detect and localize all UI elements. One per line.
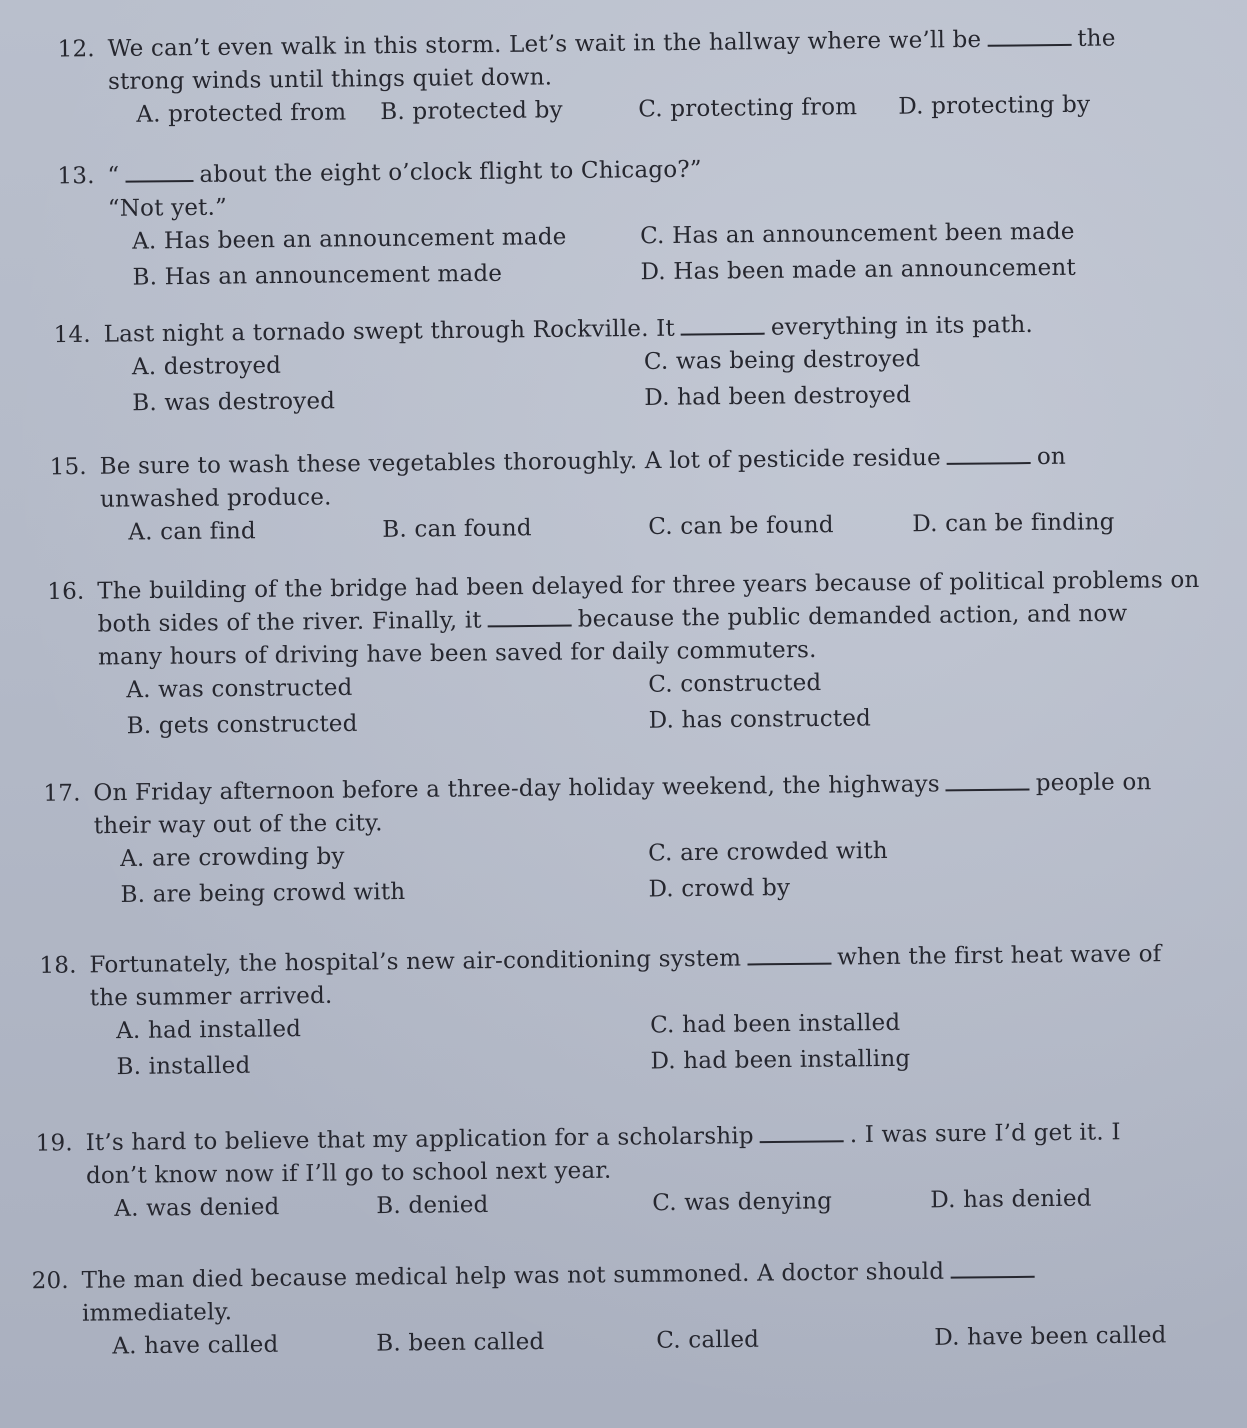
answer-blank xyxy=(747,945,831,966)
option-c: C. had been installed xyxy=(649,1009,901,1039)
option-d: D. crowd by xyxy=(648,874,791,903)
option-d: D. has denied xyxy=(930,1185,1092,1214)
option-c: C. are crowded with xyxy=(647,837,888,867)
question-stem-end: the xyxy=(1077,25,1116,52)
option-d: D. had been installing xyxy=(650,1045,911,1075)
question-stem: On Friday afternoon before a three-day holiday weekend, the highways xyxy=(93,771,940,807)
options-row-2 xyxy=(58,254,1077,299)
answer-blank xyxy=(488,607,572,628)
option-d: D. had been destroyed xyxy=(644,382,912,411)
option-a: A. can find xyxy=(128,518,257,546)
option-b: B. denied xyxy=(376,1191,489,1220)
question-13 xyxy=(57,154,1077,299)
question-stem: The man died because medical help was not summoned. A doctor should xyxy=(81,1258,945,1294)
option-a: A. had installed xyxy=(116,1016,302,1045)
option-a: A. Has been an announcement made xyxy=(132,224,567,255)
question-19 xyxy=(35,1116,1121,1229)
question-15 xyxy=(49,441,1115,554)
question-stem-end: because the public demanded action, and now xyxy=(577,600,1128,633)
question-number: 16. xyxy=(47,578,85,606)
option-a: A. have called xyxy=(112,1331,279,1360)
question-18 xyxy=(39,938,1162,1088)
question-stem: Be sure to wash these vegetables thoroughly. A lot of pesticide residue xyxy=(99,444,942,480)
option-b: B. Has an announcement made xyxy=(132,260,503,291)
question-stem: about the eight o’clock flight to Chicago?” xyxy=(199,156,702,188)
question-stem-end: people on xyxy=(1035,769,1152,797)
question-stem-end: everything in its path. xyxy=(770,311,1034,341)
option-a: A. was constructed xyxy=(126,674,353,704)
question-stem-line2: “Not yet.” xyxy=(107,194,228,222)
option-c: C. protecting from xyxy=(638,94,858,123)
question-stem: We can’t even walk in this storm. Let’s wait in the hallway where we’ll be xyxy=(107,26,982,63)
question-stem-line2: strong winds until things quiet down. xyxy=(107,64,553,96)
question-12 xyxy=(57,22,1116,135)
question-stem-line2: the summer arrived. xyxy=(89,982,333,1012)
option-b: B. gets constructed xyxy=(126,710,358,740)
answer-blank xyxy=(950,1258,1034,1279)
answer-blank xyxy=(947,444,1031,465)
option-d: D. has constructed xyxy=(648,705,872,734)
option-b: B. been called xyxy=(376,1328,545,1357)
answer-blank xyxy=(987,26,1071,47)
question-stem: It’s hard to believe that my application for a scholarship xyxy=(85,1123,754,1157)
question-stem-end: when the first heat wave of xyxy=(837,941,1162,971)
option-d: D. can be finding xyxy=(912,509,1115,538)
answer-blank xyxy=(125,162,193,183)
question-number: 19. xyxy=(35,1130,73,1157)
question-stem: both sides of the river. Finally, it xyxy=(97,607,482,638)
question-20 xyxy=(31,1255,1167,1368)
question-number: 17. xyxy=(43,780,81,807)
option-c: C. can be found xyxy=(648,512,834,541)
question-17 xyxy=(43,766,1152,916)
question-14 xyxy=(53,309,1033,424)
question-number: 13. xyxy=(57,162,95,190)
option-d: D. protecting by xyxy=(898,91,1091,120)
option-c: C. constructed xyxy=(648,669,822,698)
answer-blank xyxy=(681,315,765,336)
question-stem-line2: don’t know now if I’ll go to school next year. xyxy=(85,1157,612,1190)
option-c: C. was being destroyed xyxy=(643,346,921,375)
option-c: C. called xyxy=(656,1326,760,1354)
option-b: B. protected by xyxy=(380,97,563,126)
question-stem-line2: immediately. xyxy=(81,1299,233,1327)
question-number: 15. xyxy=(49,453,87,481)
question-number: 12. xyxy=(57,36,95,63)
question-stem: Fortunately, the hospital’s new air-conditioning system xyxy=(89,945,742,979)
option-b: B. are being crowd with xyxy=(120,879,406,909)
question-stem-line2: their way out of the city. xyxy=(93,810,383,840)
question-stem-line3: many hours of driving have been saved for daily commuters. xyxy=(97,636,817,671)
option-c: C. Has an announcement been made xyxy=(639,218,1075,250)
option-d: D. have been called xyxy=(934,1322,1167,1351)
question-number: 18. xyxy=(39,952,77,979)
option-b: B. can found xyxy=(382,515,532,543)
option-b: B. was destroyed xyxy=(132,388,336,417)
quote-mark: “ xyxy=(107,162,120,189)
question-stem-line1: The building of the bridge had been delayed for three years because of political problems on xyxy=(97,566,1200,605)
question-stem: Last night a tornado swept through Rockville. It xyxy=(103,315,676,348)
option-a: A. protected from xyxy=(136,99,347,128)
option-c: C. was denying xyxy=(652,1188,833,1217)
answer-blank xyxy=(760,1122,844,1143)
question-number: 20. xyxy=(31,1267,69,1295)
option-d: D. Has been made an announcement xyxy=(640,254,1077,286)
answer-blank xyxy=(946,770,1030,791)
option-a: A. was denied xyxy=(114,1194,280,1222)
question-number: 14. xyxy=(53,321,91,349)
option-a: A. destroyed xyxy=(131,352,282,381)
option-b: B. installed xyxy=(116,1052,251,1081)
question-stem-end: on xyxy=(1036,443,1067,470)
option-a: A. are crowding by xyxy=(120,843,345,873)
question-16 xyxy=(47,564,1201,747)
question-stem-end: . I was sure I’d get it. I xyxy=(849,1119,1121,1149)
question-stem-line2: unwashed produce. xyxy=(99,484,332,513)
